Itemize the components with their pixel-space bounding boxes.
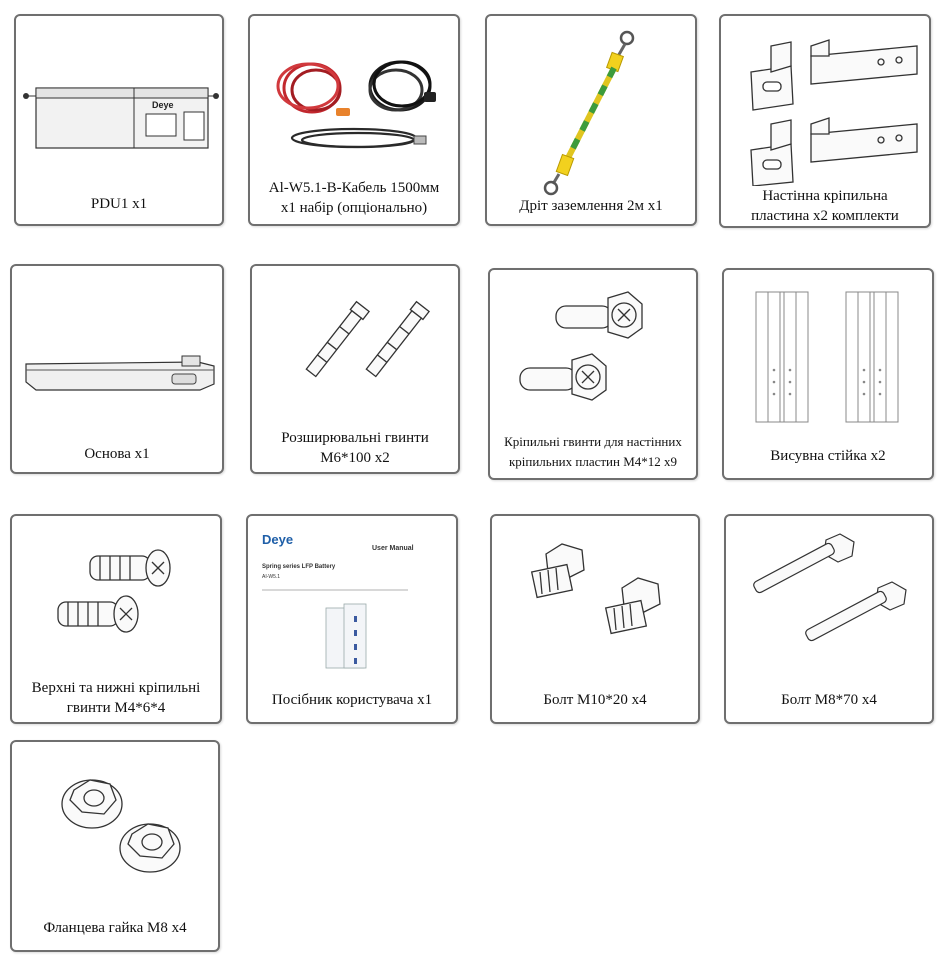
manual-subtitle: Spring series LFP Battery [262,564,336,570]
item-caption [16,678,216,718]
item-card-top-bottom-screws [10,514,222,724]
item-card-expansion-screws [250,264,460,474]
telescopic-stand-image [724,270,936,430]
item-label: пластина x2 комплекти [751,208,899,224]
item-label: Кріпильні гвинти для настінних [504,434,682,449]
bolt-m8-image [726,516,936,676]
bolt-m10-image [492,516,702,676]
item-label: Основа x1 [84,446,150,462]
item-label: Al-W5.1-B-Кабель 1500мм [268,180,440,196]
item-label: Болт M8*70 x4 [781,692,877,708]
item-caption [256,428,454,468]
top-bottom-screws-image [12,516,224,666]
item-label: x1 набір (опціонально) [280,200,428,216]
pdu-image [16,16,226,176]
item-caption [491,196,691,216]
item-label: Розширювальні гвинти [281,430,429,446]
item-label: Посібник користувача x1 [271,692,433,708]
item-caption [16,918,214,938]
wall-plate-screws-image [490,270,700,420]
ground-wire-image [487,16,699,196]
item-caption [16,444,218,464]
item-card-wall-bracket [719,14,931,228]
item-label: кріпильних пластин M4*12 x9 [508,454,678,469]
item-card-pdu [14,14,224,226]
cable-set-image [250,16,462,166]
item-caption [254,178,454,218]
manual-brand: Deye [262,532,294,547]
item-card-cable [248,14,460,226]
item-caption [494,432,692,472]
item-caption [730,690,928,710]
expansion-screws-image [252,266,462,416]
item-caption [252,690,452,710]
item-label: Верхні та нижні кріпильні [31,680,201,696]
item-card-telescopic-stand [722,268,934,480]
item-label: PDU1 x1 [90,196,148,212]
item-card-ground-wire [485,14,697,226]
item-caption [725,186,925,226]
product-logo: Deye [152,100,174,110]
flange-nut-image [12,742,222,892]
item-caption [20,194,218,214]
item-label: Настінна кріпильна [762,188,888,204]
item-card-user-manual [246,514,458,724]
item-label: гвинти M4*6*4 [66,700,166,716]
manual-title: User Manual [372,545,414,552]
item-card-bolt-m10 [490,514,700,724]
item-card-wall-plate-screws [488,268,698,480]
item-card-base [10,264,224,474]
manual-model: AI-W5.1 [262,574,281,580]
item-label: M6*100 x2 [320,450,390,466]
item-caption [496,690,694,710]
item-card-flange-nut [10,740,220,952]
item-caption [728,446,928,466]
item-label: Висувна стійка x2 [770,448,886,464]
wall-bracket-image [721,16,933,186]
item-label: Фланцева гайка M8 x4 [43,920,187,936]
user-manual-cover [248,516,460,676]
item-card-bolt-m8 [724,514,934,724]
base-image [12,266,226,416]
item-label: Болт M10*20 x4 [543,692,647,708]
item-label: Дріт заземлення 2м x1 [519,198,663,214]
